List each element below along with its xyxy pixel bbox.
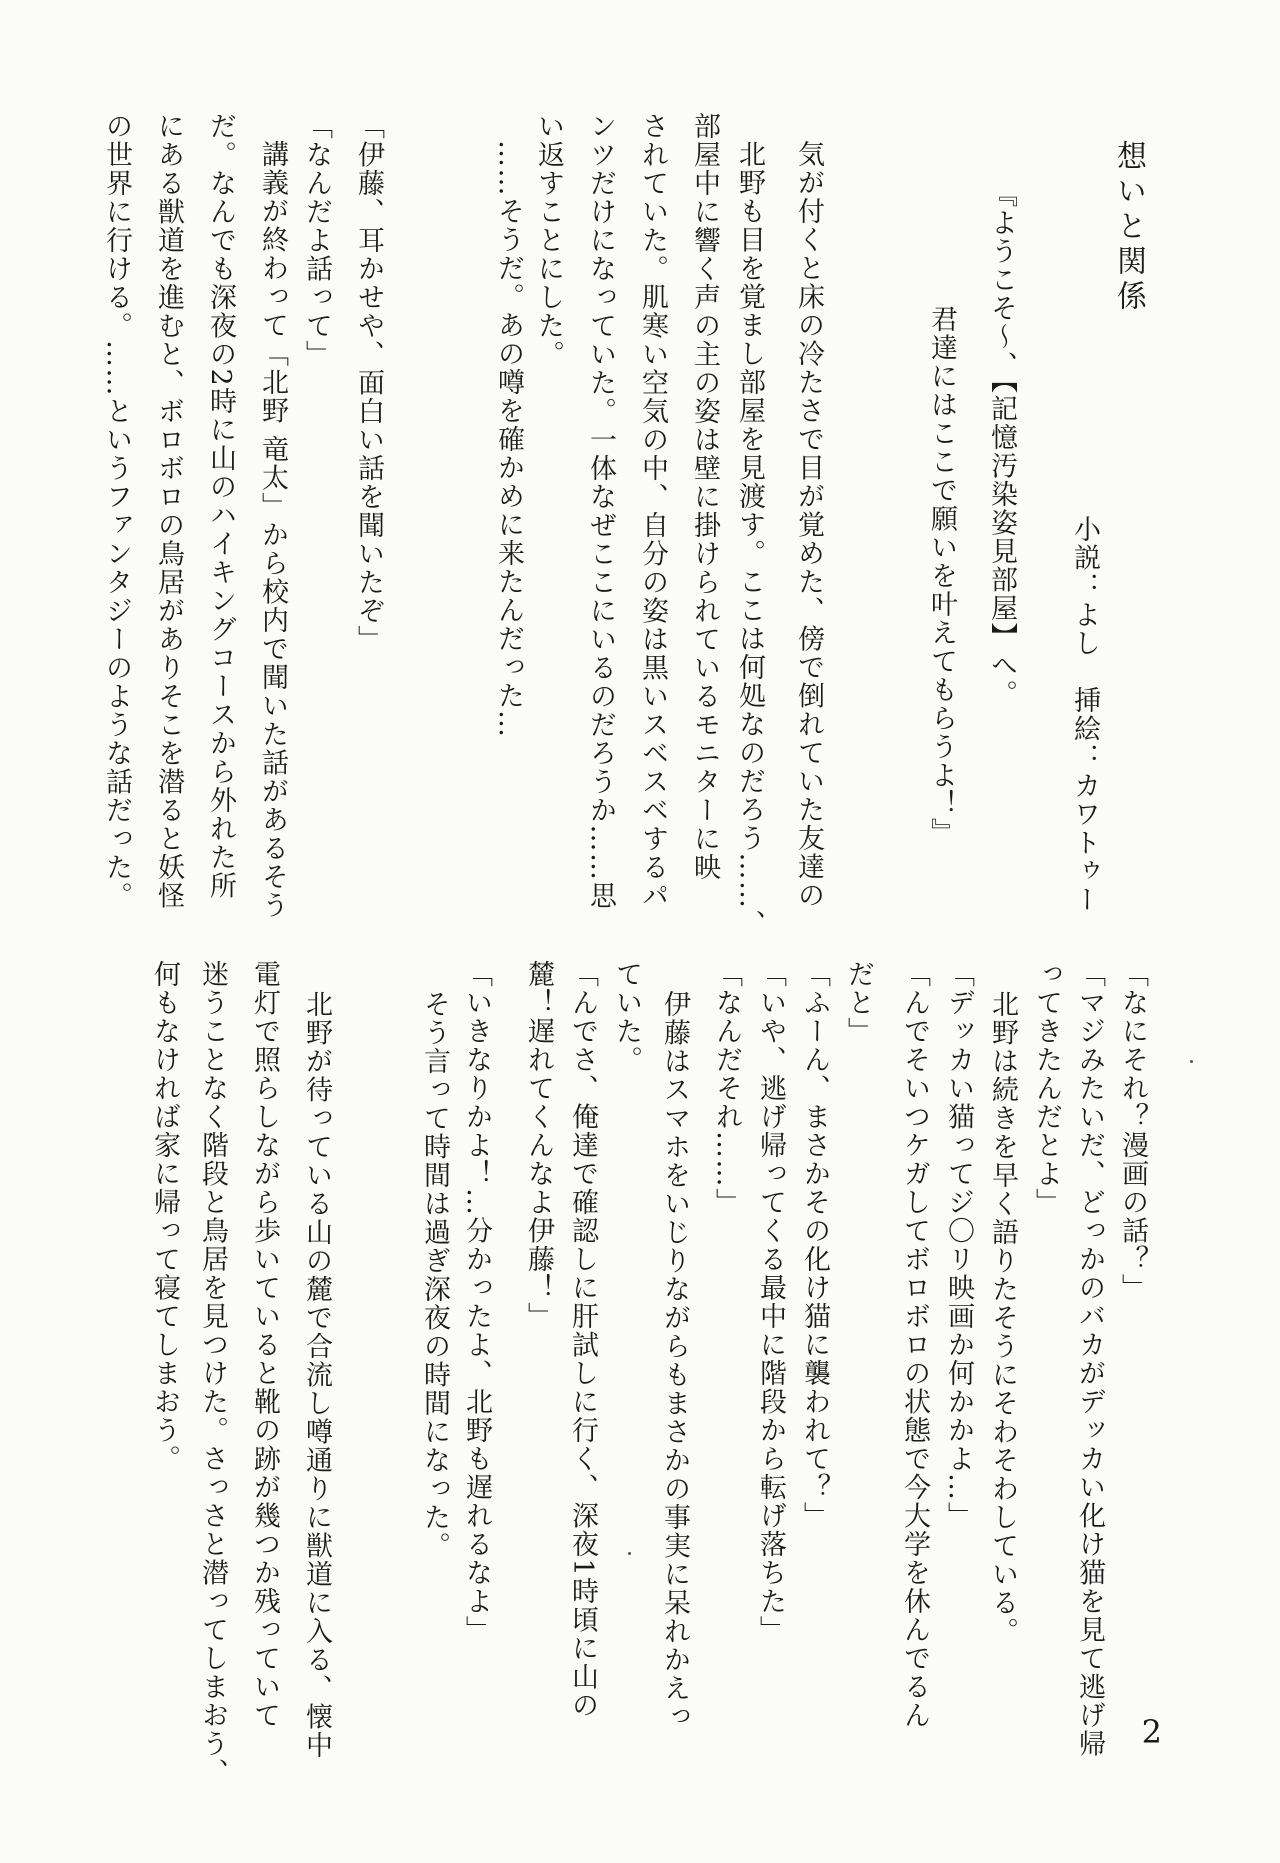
text-line: だと」 — [843, 960, 874, 1046]
text-line: 部屋中に響く声の主の姿は壁に掛けられているモニターに映 — [689, 112, 720, 882]
text-line: 北野も目を覚まし部屋を見渡す。ここは何処なのだろう……、 — [734, 140, 765, 938]
text-line: 「んでそいつケガしてボロボロの状態で今大学を休んでるん — [899, 960, 930, 1730]
text-line: の世界に行ける。……というファンタジーのような話だった。 — [101, 112, 132, 910]
intro-line-1: 『ようこそ～、【記憶汚染姿見部屋】へ。 — [986, 180, 1017, 708]
text-line: 「いきなりかよ！…分かったよ、北野も遅れるなよ」 — [461, 960, 492, 1644]
text-line: だ。なんでも深夜の2時に山のハイキングコースから外れた所 — [205, 112, 236, 901]
text-line: 気が付くと床の冷たさで目が覚めた、傍で倒れていた友達の — [793, 140, 824, 910]
text-line: 「マジみたいだ、どっかのバカがデッカい化け猫を見て逃げ帰 — [1074, 960, 1105, 1758]
text-line: 講義が終わって「北野 竜太」から校内で聞いた話があるそう — [257, 140, 288, 920]
text-line: ていた。 — [611, 960, 642, 1074]
text-line: 「デッカい猫ってジ〇リ映画か何かかよ…」 — [943, 960, 974, 1530]
text-line: ……そうだ。あの噂を確かめに来たんだった… — [493, 140, 524, 739]
text-line: 麓！遅れてくんなよ伊藤！」 — [523, 960, 554, 1331]
text-line: 「なんだそれ……」 — [711, 960, 742, 1217]
scan-speck — [628, 1552, 631, 1555]
text-line: 「んでさ、俺達で確認しに肝試しに行く、深夜1時頃に山の — [567, 960, 598, 1720]
text-line: 迷うことなく階段と鳥居を見つけた。さっさと潜ってしまおう、 — [197, 960, 228, 1787]
scan-speck — [1190, 1060, 1193, 1063]
story-credits: 小説：よし 挿絵：カワトゥー — [1069, 515, 1100, 914]
text-line: 北野が待っている山の麓で合流し噂通りに獣道に入る、懐中 — [301, 990, 332, 1760]
text-line: 何もなければ家に帰って寝てしまおう。 — [149, 960, 180, 1473]
text-line: そう言って時間は過ぎ深夜の時間になった。 — [419, 990, 450, 1560]
text-line: 伊藤はスマホをいじりながらもまさかの事実に呆れかえっ — [659, 990, 690, 1731]
text-line: 「伊藤、耳かせや、面白い話を聞いたぞ」 — [353, 112, 384, 654]
text-line: ってきたんだとよ」 — [1031, 960, 1062, 1217]
text-line: 「ふーん、まさかその化け猫に襲われて？」 — [799, 960, 830, 1530]
text-line: 「いや、逃げ帰ってくる最中に階段から転げ落ちた」 — [755, 960, 786, 1644]
text-line: 「なにそれ？漫画の話？」 — [1117, 960, 1148, 1302]
story-title: 想いと関係 — [1111, 140, 1146, 315]
text-line: い返すことにした。 — [533, 112, 564, 369]
text-line: 電灯で照らしながら歩いていると靴の跡が幾つか残っていて — [249, 960, 280, 1730]
page-number: 2 — [1141, 1713, 1162, 1751]
text-line: 北野は続きを早く語りたそうにそわそわしている。 — [987, 990, 1018, 1646]
text-line: されていた。肌寒い空気の中、自分の姿は黒いスベスベするパ — [637, 112, 668, 910]
intro-line-2: 君達にはここで願いを叶えてもらうよ！』 — [926, 305, 957, 847]
text-line: 「なんだよ話って」 — [301, 112, 332, 369]
text-line: ンツだけになっていた。一体なぜここにいるのだろうか……思 — [585, 112, 616, 910]
text-line: にある獣道を進むと、ボロボロの鳥居がありそこを潜ると妖怪 — [153, 112, 184, 910]
